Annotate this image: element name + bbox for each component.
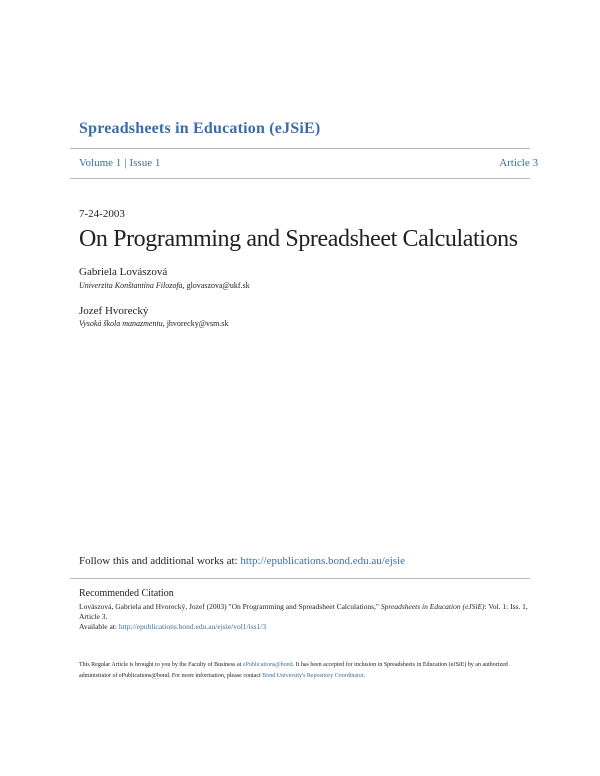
footer-note: [79, 660, 531, 682]
citation-journal: Spreadsheets in Education (eJSiE): [380, 602, 485, 611]
recommended-citation-heading: Recommended Citation: [79, 588, 174, 599]
citation-volume: : Vol. 1: Iss. 1, Article 3.: [79, 602, 528, 621]
citation-rule: [70, 578, 530, 579]
follow-line: [79, 555, 405, 567]
volume-issue: [79, 157, 160, 169]
header-rule-bottom: [70, 178, 530, 179]
author-affiliation-2: [79, 319, 229, 328]
citation-url-link[interactable]: http://epublications.bond.edu.au/ejsie/vol1/iss1/3: [118, 622, 267, 631]
repository-coordinator-link[interactable]: Bond University's Repository Coordinator: [262, 673, 364, 679]
publication-date: 7-24-2003: [79, 208, 125, 220]
paper-title: On Programming and Spreadsheet Calculations: [79, 226, 518, 252]
author-institution-1: Univerzita Konštantína Filozofa: [79, 281, 183, 290]
citation-available-prefix: Available at:: [79, 622, 119, 631]
volume-issue-separator: |: [124, 157, 127, 169]
follow-prefix: Follow this and additional works at:: [79, 555, 241, 567]
footer-part-1: This Regular Article is brought to you by the Faculty of Business at: [79, 662, 243, 668]
journal-title[interactable]: Spreadsheets in Education (eJSiE): [79, 120, 321, 137]
citation-authors: Lovászová, Gabriela and Hvorecký, Jozef (2003) "On Programming and Spreadsheet Calculations,": [79, 602, 381, 611]
footer-part-3: .: [363, 673, 365, 679]
author-institution-2: Vysoká škola manazmentu: [79, 319, 163, 328]
author-name-1: Gabriela Lovászová: [79, 266, 168, 278]
author-affiliation-1: [79, 281, 250, 290]
footer-part-2: . It has been accepted for inclusion in Spreadsheets in Education (eJSiE) by an authorized administrator of ePublications@bond. For more information, please contact: [79, 662, 508, 679]
author-name-2: Jozef Hvorecký: [79, 305, 149, 317]
author-email-2: , jhvorecky@vsm.sk: [162, 319, 229, 328]
epublications-link[interactable]: ePublications@bond: [242, 662, 293, 668]
author-email-1: , glovaszova@ukf.sk: [182, 281, 250, 290]
header-rule-top: [70, 148, 530, 149]
article-number-link[interactable]: Article 3: [499, 157, 538, 169]
follow-url-link[interactable]: http://epublications.bond.edu.au/ejsie: [240, 555, 405, 567]
issue-link[interactable]: Issue 1: [129, 157, 161, 169]
volume-link[interactable]: Volume 1: [79, 157, 122, 169]
citation-text: [79, 602, 539, 632]
